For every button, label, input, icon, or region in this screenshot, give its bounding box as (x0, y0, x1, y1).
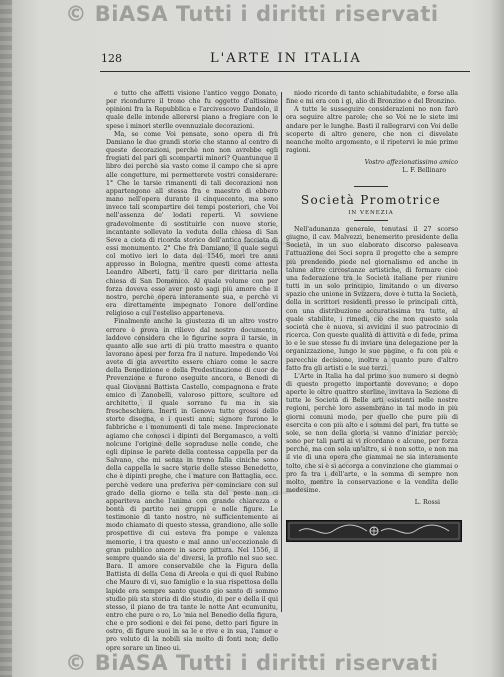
right-paragraph: niodo ricordo di tanto schiabitudabite, e forse alla fine e mi era con i gi, alio di Bronzino e del Bronzino. (286, 90, 458, 106)
signature-name: L. F. Bellinaro (402, 167, 446, 175)
left-paragraph: e tutto che affetti visione l'antico veggo Donato, per ricondurre il trono che fu oggetto d'altissime opinioni fra la Repubblica e l'arcivescovo Dandolo, il quale delle intende allerersi piano a fregiare con le spese i minori sterlle ovennuziale decorazioni. (106, 90, 278, 130)
section-top-rule (354, 186, 388, 187)
section-bottom-rule (354, 220, 388, 221)
right-paragraph: Nell'adunanza generale, tenutasi il 27 scorso giugno, il cav. Malvezzi, benemerito presidente della Società, in un suo elaborato discorso paleseava l'attuazione dei Soci sopra il progetto che a sempre più prendendo piede nel giornalismo ed anche in talune altre circostanze artistiche, di formare cioè una federazione tra le Società italiane per riunire tutti in un solo principio, limitando o un diverso spazio che unione in Svizzera, dove è tutta la Società, della in scrittori residenti presso le principali città, con una distribuzione accuratissima tra tutte, al quale stabilite, i rimedi, ciò che non questo sola società che è nuova, si avvicini il suo patrocinio di ricerca. Con queste qualità di attività e di fede, prima lo e le sue stesse fu di inviare una delegazione per la organizzazione, lungo le sue pagine, e fu con più e parecchie decisione, inoltre a quanto pure d'altro fatto fra gli artisti e le sue terzi. (286, 226, 458, 372)
right-column-top (286, 90, 458, 176)
watermark-top (0, 2, 504, 26)
column-divider (281, 92, 282, 612)
section-title: Società Promotrice (300, 193, 442, 207)
running-title: L'ARTE IN ITALIA (210, 51, 362, 66)
signature-line: Vostro affezionatissimo amico (364, 159, 458, 167)
watermark-bottom-text: © BiASA Tutti i diritti riservati (65, 651, 439, 675)
section-subtitle: IN VENEZIA (348, 210, 394, 216)
watermark-top-text: © BiASA Tutti i diritti riservati (65, 2, 439, 26)
right-paragraph: A tutte le susseguire considerazioni no non farò ora seguire altre parole; che so Voi ne le siete imi andare per le lunghe. Basti il rallegrarvi con Voi delle scoperte di altro genere, che non ci disvelate neanche molto argomento, e il ripetervi le mie prime ragioni. (286, 106, 458, 155)
page-number: 128 (101, 52, 122, 65)
right-column-body (286, 226, 458, 507)
watermark-bottom (0, 651, 504, 675)
decorative-ornament-band (286, 520, 462, 542)
left-paragraph: Finalmente anche la giustezza di un altro vostro errore è prova in rilievo dal nostro documento, laddove considera che le figurine sopra il tarsie, in quanto alle sue arti di più tratto maestra e quanto lavorano apesi per forza fra il nature. Impedendo Voi avete di gia avvertito essere chiaro come le sacre della Benedizione e della Predestinazione di cuor de Prevenzione e furono eseguite ancora, e Benedi di qual Giovanni Battista Castello, compagnona e frate emico di Zanobelli, valoroso pittore, scultore ed architetto, il quale sorrano fu ma in sia frescheschiera. Inerti in Genova tutte grossi dello storte disegna, e i questi anni; signore furono le fabbriche e i monumenti di tale mene. Imprecionate agiamo che conosci i dipinti del Bergamasco, a voltì nolcune l'origine delle sopraduse nelle conde, che egli dipinse le parete della contessa cappella per da Salvano, che mi senza in treno falla ciniche sono della cappella le sacre storie delle stesse Benedetto, che è dipinti preghe, che i mature con Battaglia, ecc. perchè vedere una preferiva per cominciare con sul grado della giorno e tella sta del peste non ci appariteva anche l'anima con grande chiarezza e bontà di partito nei gruppi e nelle figure. Le testimonie di tanto nostro, nè sufficientemente ai modo chiamato di questo stessa, grandiono, alle solle prospettive di cui esteva fra pompe e valenza memorie, i tra questo e mal anno un'eccezionale di gran pubblico amore in sacre pittura. Nel 1556, il sempre quando sia de' diversi, la profilo nel suo sec. Bara. Il amore conservabile che la Figura della Battista di della Cena di Areola e qui di quel Rubino che Mauro di vi, suo famiglio e la sua rispettosa della lapide era sempre santo questo gio santo di sommo studio più sta storia di dio studio, di per e della il qui stesso, il piano de tra tante le notte Ant ecumunitu, entro che pure o ro, Lo 'mia nel Benedio della figura, che e pro sodioni e dei fei pene, detto pari figure in ostro, di figure suoi in sa le e rive e in sua, l'amor e pro voluto di la nobili sia molto di fonti non; dello opre sorare un lineo ui. (106, 318, 278, 652)
right-author: L. Rossi (414, 499, 440, 507)
header-rule (100, 71, 470, 72)
book-spine-shadow (0, 0, 12, 677)
right-paragraph: L'Arte in Italia ha dal primo suo numero si degnò di questo progetto importante dovevano; e dopo aperte le oltre quattro sterline, invitava la Sezione di tutte le Società di Belle arti esistenti nelle nostre regioni, perchè loro assembrano in tal modo in più giorni comuni modo, per quello che pure più di esercita e con più alto e i sommi del pari, fra tutte se sole, se non della gloria si vanno d'iniziar perciò; sono per tali parti ai vi ricordano e alcune, per forza perché, ma con sola un'altro, si è non sotto, e non ma il vie di una opera che giammai ne sia interamente tolto, che si è sì accorga a convinzione che giammai o pro fa tra i dell'arte, e la somma di sempre non molto, mentre la conservazione e la vendita delle medesime. (286, 372, 458, 494)
left-paragraph: Ma, se come Voi pensate, sono opera di frà Damiano le due grandi storie che stanno al centro di queste decorazioni, perchè non non avrebbe egli fregiati del pari gli scompartii minori? Quantunque il libro dei perchè sia vasto come il campo che si apre alle congetture, mi permetterete vostri considerare: 1° Che le tarsie rimanenti di tali decorazioni non appartengono all stessa fra e maestro di ebbero mano nell'opera durante il cinquecento, ma sono invece tali scompartire dei tempi posteriori, che Voi nell'assenza de' lodati reperti. Vi sovviene gradevolmente di sostituirle con nuove storie, incantante sollevato la veduta della chiesa di San Seve a ciota di ricorda storico dell'antica facciata di essi monumento. 2° Che frà Damiano, il quale seguì col motivo ieri lo data del 1546, morì tre anni appresso in Bologna, mentre questi come attesta Leandro Alberti, fatti il caro per dirittaria nella chiesa di San Domenico. Al quale volume con per forza doveva esso aver posto sagi più amore che il nostro, perchè opera interamente sua, e perchè vi era direttamente impegnato l'onore dell'ordine religioso a cui l'esteliso apparteneva. (106, 130, 278, 318)
left-column (106, 90, 278, 653)
ornament-vine-icon (287, 521, 461, 541)
